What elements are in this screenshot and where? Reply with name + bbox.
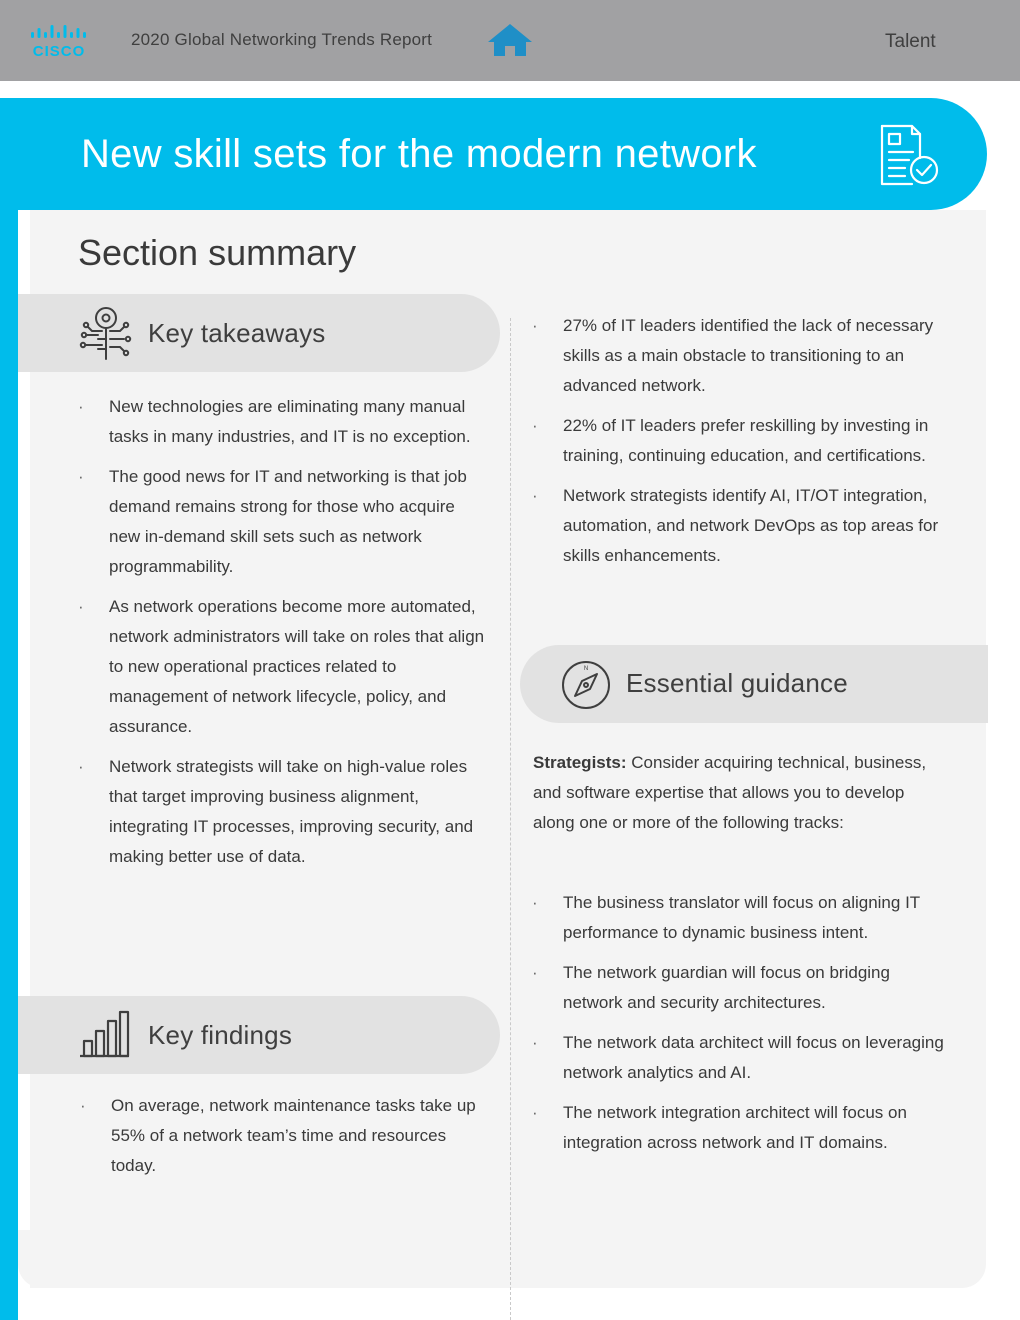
list-item: · The network guardian will focus on bridging network and security architectures. [532,958,952,1018]
guidance-intro-text: Consider acquiring technical, business, and software expertise that allows you to develop along one or more of the following tracks: [533,753,927,832]
list-item: · 22% of IT leaders prefer reskilling by investing in training, continuing education, and certifications. [532,411,972,471]
list-item: · As network operations become more automated, network administrators will take on roles that align to new operational practices related to management of network lifecycle, policy, and assurance. [78,592,488,742]
bar-chart-icon [79,1009,131,1059]
list-item: · Network strategists identify AI, IT/OT integration, automation, and network DevOps as top areas for skills enhancements. [532,481,972,571]
list-item: · The business translator will focus on aligning IT performance to dynamic business intent. [532,888,952,948]
key-findings-list-right [532,311,972,581]
report-title: 2020 Global Networking Trends Report [131,30,433,49]
essential-guidance-list [532,888,952,1168]
home-icon[interactable] [486,22,534,58]
svg-text:N: N [583,666,589,672]
list-item: · 27% of IT leaders identified the lack of necessary skills as a main obstacle to transitioning to an advanced network. [532,311,972,401]
section-link-talent[interactable]: Talent [885,31,936,52]
document-check-icon [876,124,942,188]
section-summary-heading: Section summary [78,232,357,273]
list-item: · Network strategists will take on high-value roles that target improving business alignment, integrating IT processes, improving security, and making better use of data. [78,752,488,872]
key-findings-list-left [80,1091,480,1191]
cisco-logo [30,22,90,60]
key-circuit-icon [78,305,134,361]
panel-gutter [18,210,30,1320]
key-takeaways-list [78,392,488,882]
column-divider [510,318,511,1320]
list-item: · The network data architect will focus on leveraging network analytics and AI. [532,1028,952,1088]
svg-text:CISCO: CISCO [32,43,86,60]
top-header-bar [0,0,1020,81]
list-item: · On average, network maintenance tasks take up 55% of a network team’s time and resources today. [80,1091,480,1181]
left-accent-bar [0,98,18,1320]
list-item: · The network integration architect will focus on integration across network and IT domains. [532,1098,952,1158]
essential-guidance-heading: Essential guidance [626,668,848,698]
list-item: · The good news for IT and networking is that job demand remains strong for those who acquire new in-demand skill sets such as network programmability. [78,462,488,582]
section-banner [0,98,987,210]
panel-corner [18,1230,78,1288]
compass-icon [560,659,612,711]
key-takeaways-heading: Key takeaways [148,318,326,348]
page-title: New skill sets for the modern network [81,132,757,176]
list-item: · New technologies are eliminating many manual tasks in many industries, and IT is no exception. [78,392,488,452]
guidance-intro [533,748,933,838]
guidance-intro-label: Strategists: [533,753,627,772]
key-findings-heading: Key findings [148,1020,293,1050]
